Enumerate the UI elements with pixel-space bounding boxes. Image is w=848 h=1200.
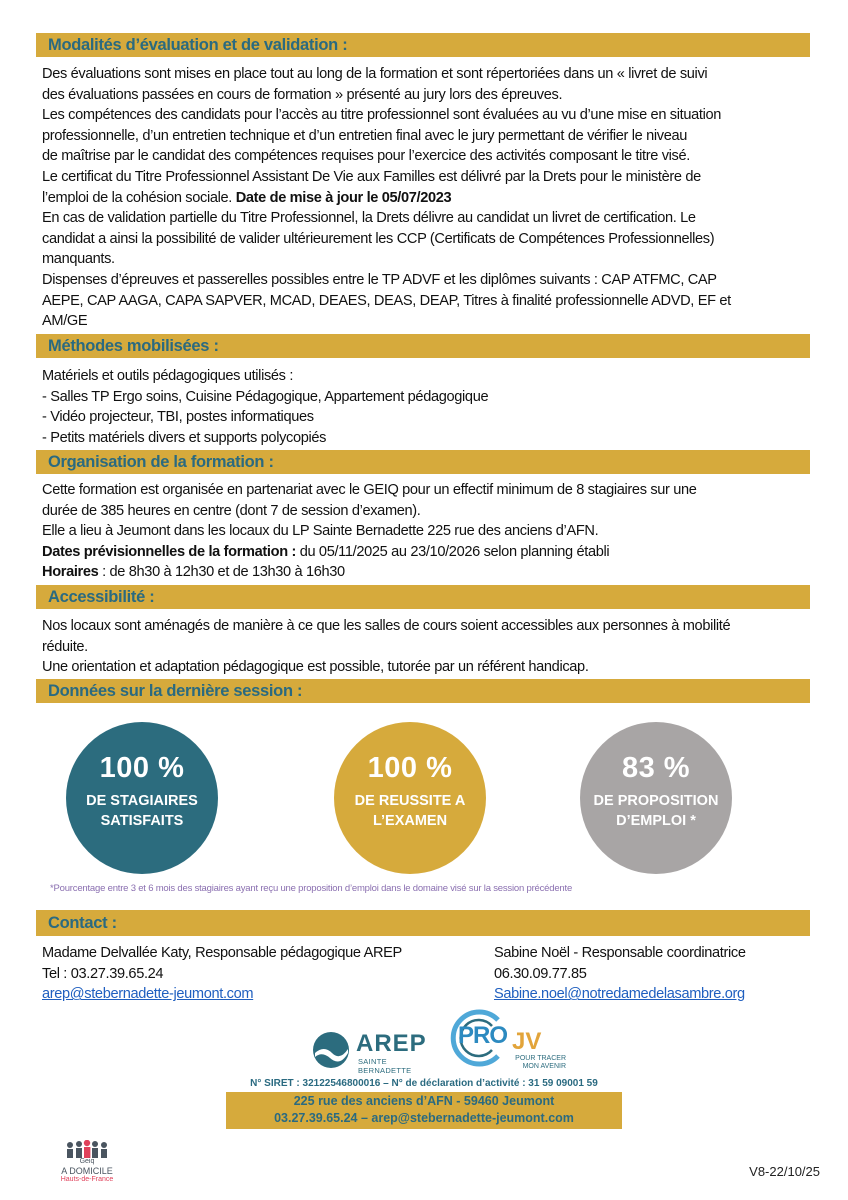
arep-logo-text: AREP: [356, 1030, 427, 1057]
hours-value: : de 8h30 à 12h30 et de 13h30 à 16h30: [98, 564, 345, 581]
section-title: Accessibilité :: [48, 588, 155, 606]
hours-label: Horaires: [42, 564, 99, 581]
dates-label: Dates prévisionnelles de la formation :: [42, 543, 296, 560]
section-title: Contact :: [48, 914, 117, 932]
text-line: professionnelle, d’un entretien technique et d’un entretien final avec le jury permettant de vérifier le niveau: [42, 127, 688, 144]
contact-left: [42, 943, 402, 1005]
stat-label: DE PROPOSITION: [593, 793, 719, 809]
stat-label: DE REUSSITE A: [354, 793, 466, 809]
text-line: Cette formation est organisée en partenariat avec le GEIQ pour un effectif minimum de 8 stagiaires sur une: [42, 482, 697, 498]
stat-label: L’EXAMEN: [372, 813, 448, 829]
stat-circle-success: [334, 722, 486, 874]
projv-tagline-line: MON AVENIR: [522, 1063, 566, 1070]
text-line: En cas de validation partielle du Titre Professionnel, la Drets délivre au candidat un livret de certification. Le: [42, 210, 696, 227]
section-header-organisation: [36, 450, 810, 474]
text-line: - Salles TP Ergo soins, Cuisine Pédagogique, Appartement pédagogique: [42, 388, 489, 405]
text-line: des évaluations passées en cours de formation » présenté au jury lors des épreuves.: [42, 86, 563, 103]
text-line: Nos locaux sont aménagés de manière à ce que les salles de cours soient accessibles aux personnes à mobilité: [42, 618, 731, 634]
text-line: Une orientation et adaptation pédagogique est possible, tutorée par un référent handicap.: [42, 659, 589, 676]
text-line: réduite.: [42, 638, 88, 655]
contact-email-link[interactable]: Sabine.noel@notredamedelasambre.org: [494, 986, 745, 1003]
contact-right: [494, 943, 746, 1005]
footer-address: 225 rue des anciens d’AFN - 59460 Jeumont: [293, 1094, 555, 1108]
text-line: Matériels et outils pédagogiques utilisés :: [42, 368, 294, 384]
siret-line: N° SIRET : 32122546800016 – N° de déclaration d’activité : 31 59 09001 59: [250, 1078, 598, 1089]
text-line-update-date: [42, 188, 812, 209]
section-header-contact: [36, 910, 810, 936]
text-fragment: l’emploi de la cohésion sociale.: [42, 189, 236, 206]
text-line: AEPE, CAP AAGA, CAPA SAPVER, MCAD, DEAES, DEAS, DEAP, Titres à finalité professionnelle ADVD, EF et: [42, 292, 731, 309]
address-band: [226, 1092, 622, 1129]
projv-jv-text: JV: [512, 1028, 542, 1055]
geiq-small-text: Geiq: [79, 1158, 95, 1165]
stat-value: 83 %: [621, 752, 691, 784]
stats-footnote: *Pourcentage entre 3 et 6 mois des stagiaires ayant reçu une proposition d’emploi dans le domaine visé sur la session précédente: [50, 883, 573, 894]
projv-logo: [448, 1008, 588, 1078]
text-line: durée de 385 heures en centre (dont 7 de session d’examen).: [42, 502, 421, 519]
stat-circle-employment: [580, 722, 732, 874]
text-line: Le certificat du Titre Professionnel Assistant De Vie aux Familles est délivré par la Drets pour le ministère de: [42, 168, 701, 185]
text-line: Les compétences des candidats pour l’accès au titre professionnel sont évaluées au vu d’une mise en situation: [42, 107, 721, 124]
contact-phone: Tel : 03.27.39.65.24: [42, 965, 164, 982]
arep-logo: [312, 1030, 442, 1075]
section-title: Données sur la dernière session :: [48, 682, 303, 700]
geiq-main-text: A DOMICILE: [61, 1166, 113, 1176]
accessibility-text: [42, 616, 812, 678]
contact-name: Sabine Noël - Responsable coordinatrice: [494, 945, 746, 961]
contact-email-link[interactable]: arep@stebernadette-jeumont.com: [42, 986, 254, 1003]
contact-name: Madame Delvallée Katy, Responsable pédagogique AREP: [42, 945, 402, 961]
people-group-icon: [62, 1140, 112, 1158]
update-date: Date de mise à jour le 05/07/2023: [235, 189, 452, 206]
section-title: Organisation de la formation :: [48, 453, 274, 471]
evaluation-text: [42, 64, 812, 332]
text-line: candidat a ainsi la possibilité de valider ultérieurement les CCP (Certificats de Compétences Professionnelles): [42, 230, 715, 247]
methods-text: [42, 366, 812, 448]
section-title: Modalités d’évaluation et de validation :: [48, 36, 348, 54]
projv-tagline: [510, 1055, 566, 1071]
arep-wave-icon: [312, 1031, 350, 1069]
text-line: Dispenses d’épreuves et passerelles possibles entre le TP ADVF et les diplômes suivants : CAP ATFMC, CAP: [42, 271, 717, 288]
section-title: Méthodes mobilisées :: [48, 337, 219, 355]
hours-line: [42, 562, 812, 583]
stat-label: DE STAGIAIRES: [86, 793, 198, 809]
stat-value: 100 %: [367, 752, 453, 784]
stat-value: 100 %: [99, 752, 185, 784]
stat-label: D’EMPLOI *: [616, 813, 696, 829]
text-line: AM/GE: [42, 313, 88, 330]
arep-logo-subtext: SAINTE BERNADETTE: [358, 1057, 412, 1075]
section-header-accessibility: [36, 585, 810, 609]
text-line: - Vidéo projecteur, TBI, postes informatiques: [42, 409, 314, 426]
section-header-methods: [36, 334, 810, 358]
projv-pro-text: PRO: [458, 1022, 508, 1049]
dates-value: du 05/11/2025 au 23/10/2026 selon planning établi: [295, 543, 610, 560]
geiq-logo: [52, 1140, 122, 1200]
stat-circle-satisfaction: [66, 722, 218, 874]
text-line: manquants.: [42, 251, 115, 268]
version-label: V8-22/10/25: [749, 1164, 820, 1179]
section-header-stats: [36, 679, 810, 703]
section-header-evaluation: [36, 33, 810, 57]
organisation-text: [42, 480, 812, 583]
footer-contact: 03.27.39.65.24 – arep@stebernadette-jeumont.com: [274, 1111, 574, 1125]
text-line: Des évaluations sont mises en place tout au long de la formation et sont répertoriées dans un « livret de suivi: [42, 66, 708, 82]
contact-phone: 06.30.09.77.85: [494, 965, 587, 982]
text-line: Elle a lieu à Jeumont dans les locaux du LP Sainte Bernadette 225 rue des anciens d’AFN.: [42, 523, 599, 540]
geiq-region-text: Hauts-de-France: [60, 1176, 114, 1183]
text-line: - Petits matériels divers et supports polycopiés: [42, 429, 327, 446]
text-line: de maîtrise par le candidat des compétences requises pour l’exercice des activités composant le titre visé.: [42, 148, 690, 165]
stat-label: SATISFAITS: [100, 813, 184, 829]
projv-tagline-line: POUR TRACER: [515, 1055, 566, 1062]
dates-line: [42, 542, 812, 563]
